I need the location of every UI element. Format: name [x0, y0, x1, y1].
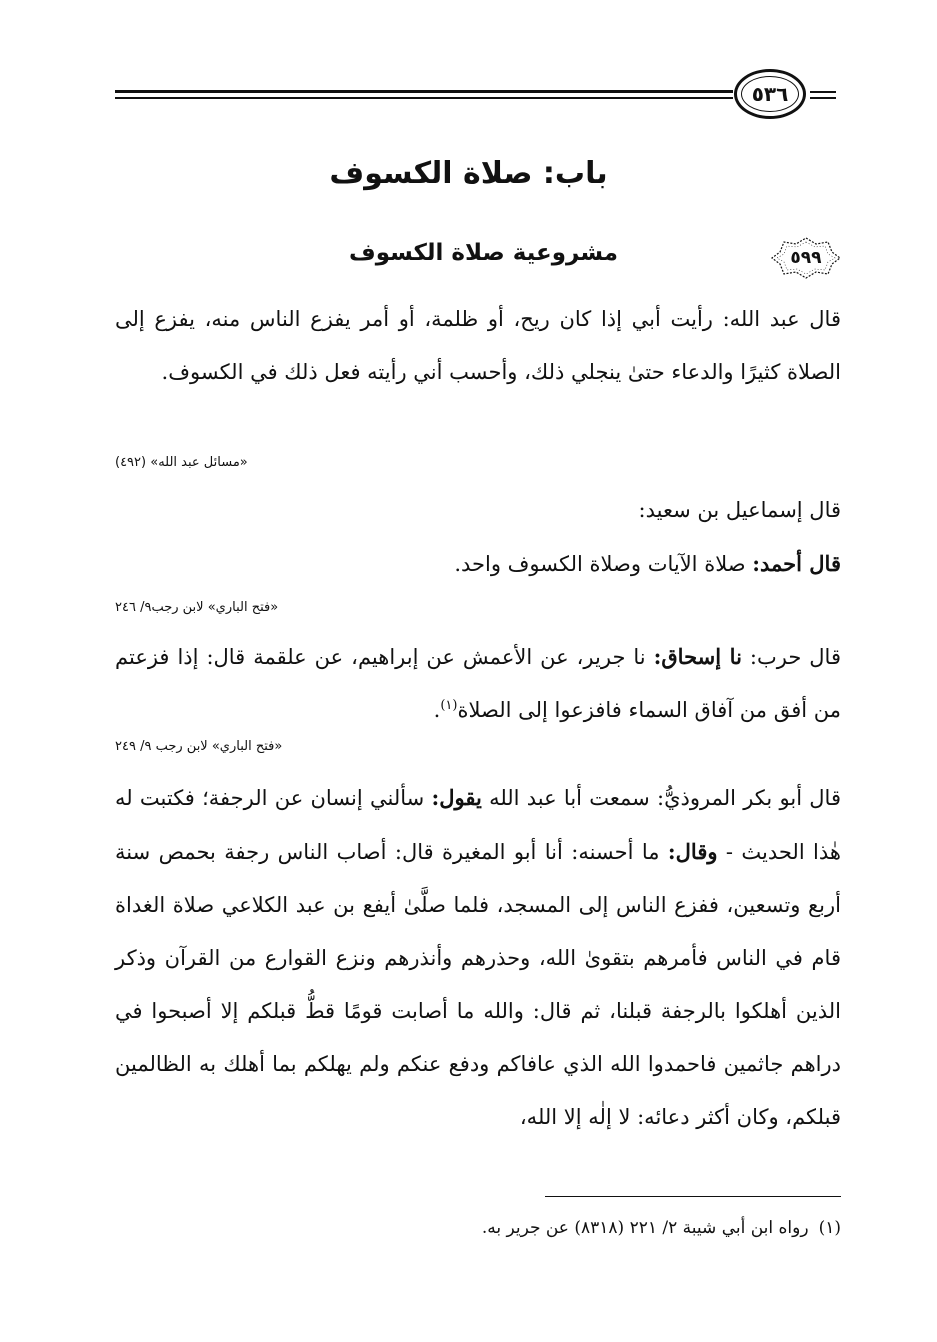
paragraph — [115, 293, 841, 399]
page-number: ٥٣٦ — [751, 82, 789, 106]
speaker-label: قال أحمد: — [752, 551, 841, 576]
footnote — [115, 1218, 841, 1238]
header-rule — [810, 97, 836, 99]
paragraph — [115, 537, 841, 591]
page-number-badge — [734, 69, 806, 119]
speaker-label: يقول: — [431, 785, 482, 810]
footnote-reference[interactable]: (١) — [440, 698, 458, 713]
paragraph — [115, 484, 841, 537]
paragraph-text: . — [433, 698, 441, 722]
entry-number: ٥٩٩ — [790, 248, 822, 268]
source-citation: «فتح الباري» لابن رجب ٩/ ٢٤٩ — [115, 739, 283, 754]
source-citation: «فتح الباري» لابن رجب٩/ ٢٤٦ — [115, 600, 279, 615]
paragraph-text: قال حرب: — [741, 645, 841, 669]
header-rule — [115, 97, 733, 99]
paragraph-text: قال إسماعيل بن سعيد: — [638, 498, 841, 522]
paragraph-text: صلاة الآيات وصلاة الكسوف واحد. — [454, 552, 753, 576]
speaker-label: وقال: — [667, 839, 718, 864]
header-rule — [810, 91, 836, 93]
paragraph — [115, 630, 841, 737]
source-citation: «مسائل عبد الله» (٤٩٢) — [115, 455, 248, 470]
section-title: مشروعية صلاة الكسوف — [348, 240, 618, 266]
paragraph — [115, 771, 841, 1144]
entry-number-badge — [770, 236, 842, 280]
chapter-title: باب: صلاة الكسوف — [329, 156, 608, 191]
paragraph-text: ما أحسنه: أنا أبو المغيرة قال: أصاب الناس رجفة بحمص سنة أربع وتسعين، ففزع الناس إلى المسجد، فلما صلَّىٰ أيفع بن عبد الكلاعي صلاة الغداة قام في الناس فأمرهم بتقوىٰ الله، وحذرهم وأنذرهم ونزع القوارع من القرآن وذكر الذين أهلكوا بالرجفة قبلنا، ثم قال: والله ما أصابت قومًا قطُّ قبلكم إلا أصبحوا في دراهم جاثمين فاحمدوا الله الذي عافاكم ودفع عنكم ولم يهلكم بما أهلك به الظالمين قبلكم، وكان أكثر دعائه: لا إلٰه إلا الله، — [115, 840, 841, 1129]
paragraph-text: نا جرير، عن الأعمش عن إبراهيم، عن علقمة قال: إذا فزعتم من أفق من آفاق السماء فافزعوا إلى الصلاة — [115, 645, 841, 722]
paragraph-text: سألني إنسان عن الرجفة؛ فكتبت له هٰذا الحديث - — [115, 786, 841, 864]
footnote-text: رواه ابن أبي شيبة ٢/ ٢٢١ (٨٣١٨) عن جرير به. — [481, 1218, 809, 1238]
paragraph-text: قال أبو بكر المروذيُّ: سمعت أبا عبد الله — [481, 786, 841, 810]
header-rule — [115, 90, 733, 93]
footnote-number: (١) — [818, 1218, 841, 1238]
speaker-label: نا إسحاق: — [653, 644, 742, 669]
paragraph-text: قال عبد الله: رأيت أبي إذا كان ريح، أو ظلمة، أو أمر يفزع الناس منه، يفزع إلى الصلاة كثيرًا والدعاء حتىٰ ينجلي ذلك، وأحسب أني رأيته فعل ذلك في الكسوف. — [115, 307, 841, 384]
footnote-divider — [545, 1196, 841, 1197]
